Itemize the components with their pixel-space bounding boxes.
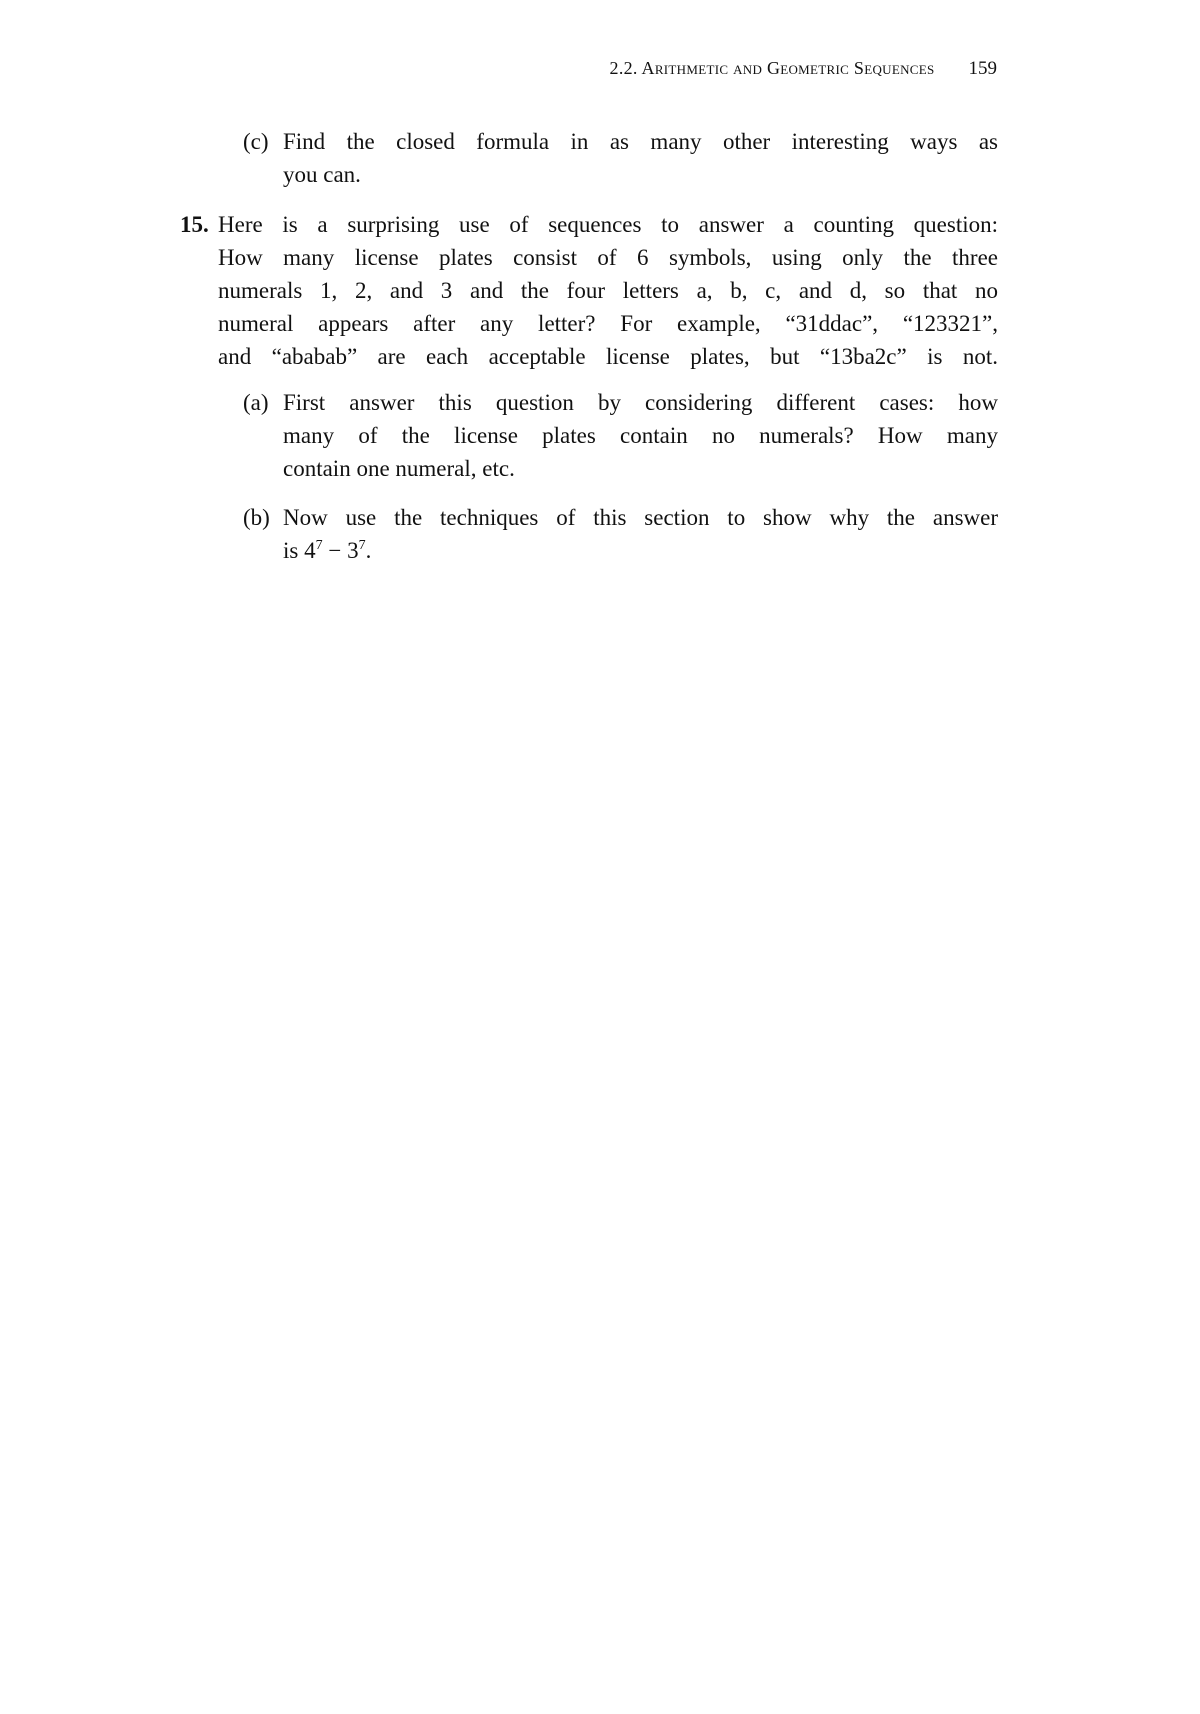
page-number: 159	[968, 58, 997, 79]
problem-line: Here is a surprising use of sequences to answer a counting question:	[218, 212, 998, 237]
part-b-label: (b)	[243, 505, 270, 530]
part-a-label: (a)	[243, 390, 269, 415]
problem-number: 15.	[180, 212, 209, 237]
running-header	[560, 58, 997, 80]
part-a-line: First answer this question by considering different cases: how	[283, 390, 998, 415]
problem-line: and “ababab” are each acceptable license plates, but “13ba2c” is not.	[218, 344, 998, 369]
part-c-line: you can.	[283, 162, 361, 187]
problem-line: How many license plates consist of 6 symbols, using only the three	[218, 245, 998, 270]
part-c-label: (c)	[243, 129, 269, 154]
part-b-line: Now use the techniques of this section to show why the answer	[283, 505, 998, 530]
problem-line: numerals 1, 2, and 3 and the four letters a, b, c, and d, so that no	[218, 278, 998, 303]
problem-line: numeral appears after any letter? For example, “31ddac”, “123321”,	[218, 311, 998, 336]
running-title: 2.2. Arithmetic and Geometric Sequences	[609, 58, 935, 78]
part-c-line: Find the closed formula in as many other interesting ways as	[283, 129, 998, 154]
part-a-line: contain one numeral, etc.	[283, 456, 515, 481]
part-a-line: many of the license plates contain no numerals? How many	[283, 423, 998, 448]
part-b-formula: is $4^7 - 3^7$.	[283, 538, 372, 563]
